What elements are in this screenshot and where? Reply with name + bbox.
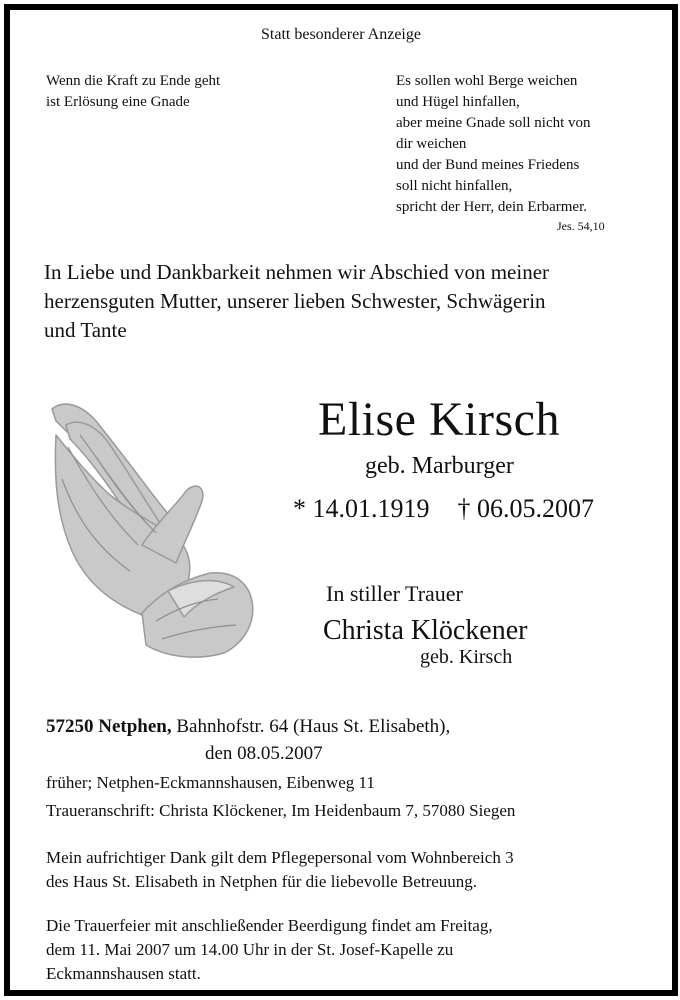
- verse-right-line: dir weichen: [396, 136, 467, 152]
- mourning-address: Traueranschrift: Christa Klöckener, Im Heidenbaum 7, 57080 Siegen: [46, 801, 516, 820]
- notice-date: den 08.05.2007: [205, 743, 323, 764]
- place-city: 57250 Netphen,: [46, 716, 172, 737]
- funeral-line: dem 11. Mai 2007 um 14.00 Uhr in der St. Josef-Kapelle zu: [46, 940, 454, 959]
- place-address: Bahnhofstr. 64 (Haus St. Elisabeth),: [176, 716, 451, 737]
- notice-header: Statt besonderer Anzeige: [261, 26, 421, 43]
- verse-left-line: Wenn die Kraft zu Ende geht: [46, 73, 221, 89]
- intro-line: und Tante: [44, 318, 127, 342]
- funeral-line: Die Trauerfeier mit anschließender Beerdigung findet am Freitag,: [46, 916, 493, 935]
- verse-left: [46, 71, 220, 113]
- mourning-label: In stiller Trauer: [326, 581, 463, 606]
- intro-text: [44, 258, 549, 345]
- praying-hands-icon: [46, 395, 258, 663]
- verse-right: [396, 71, 591, 218]
- funeral-line: Eckmannshausen statt.: [46, 964, 201, 983]
- verse-reference: Jes. 54,10: [557, 219, 605, 233]
- verse-right-line: spricht der Herr, dein Erbarmer.: [396, 199, 587, 215]
- funeral-paragraph: [46, 914, 493, 986]
- verse-right-line: und der Bund meines Friedens: [396, 157, 580, 173]
- deceased-name: Elise Kirsch: [318, 393, 560, 446]
- life-dates: [293, 494, 594, 524]
- place-line: [46, 716, 450, 738]
- verse-right-line: Es sollen wohl Berge weichen: [396, 73, 578, 89]
- birth-date: * 14.01.1919: [293, 494, 430, 523]
- death-date: † 06.05.2007: [457, 494, 594, 523]
- thanks-line: Mein aufrichtiger Dank gilt dem Pflegepersonal vom Wohnbereich 3: [46, 848, 514, 867]
- mourner-name: Christa Klöckener: [323, 615, 528, 646]
- verse-right-line: aber meine Gnade soll nicht von: [396, 115, 591, 131]
- thanks-paragraph: [46, 846, 514, 894]
- verse-right-line: soll nicht hinfallen,: [396, 178, 513, 194]
- verse-left-line: ist Erlösung eine Gnade: [46, 94, 190, 110]
- mourner-maiden-name: geb. Kirsch: [420, 646, 513, 668]
- deceased-maiden-name: geb. Marburger: [365, 453, 514, 479]
- intro-line: In Liebe und Dankbarkeit nehmen wir Abschied von meiner: [44, 260, 550, 284]
- thanks-line: des Haus St. Elisabeth in Netphen für die liebevolle Betreuung.: [46, 872, 478, 891]
- verse-right-line: und Hügel hinfallen,: [396, 94, 520, 110]
- intro-line: herzensguten Mutter, unserer lieben Schwester, Schwägerin: [44, 289, 546, 313]
- former-address: früher; Netphen-Eckmannshausen, Eibenweg 11: [46, 773, 375, 792]
- obituary-notice: [4, 4, 678, 996]
